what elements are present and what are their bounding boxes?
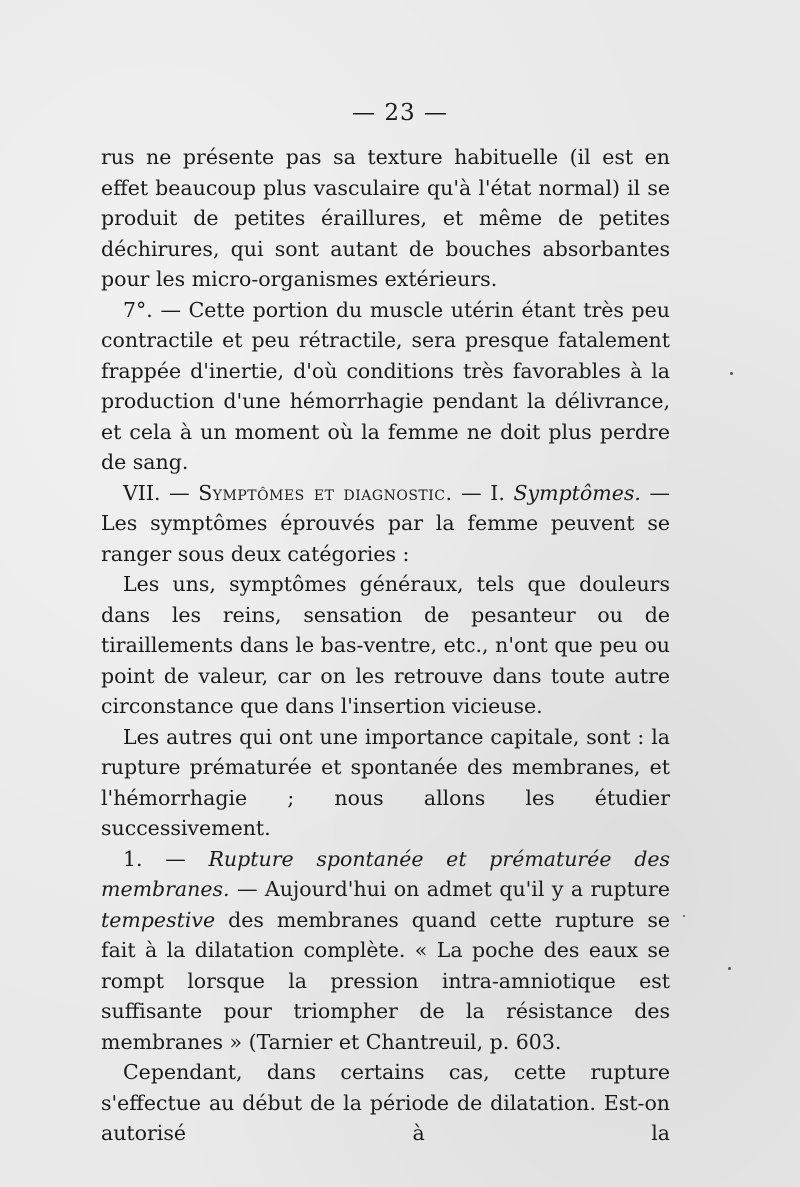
paragraph-general-symptoms: Les uns, symptômes généraux, tels que douleurs dans les reins, sensation de pesanteur ou de tiraillements dans le bas-ventre, etc., n'ont que peu ou point de valeur, car on les retrouve dans toute autre circonstance que dans l'insertion vicieuse. [101, 572, 670, 718]
paper-speck [728, 967, 731, 970]
paragraph-capital-symptoms: Les autres qui ont une importance capitale, sont : la rupture prématurée et spontanée des membranes, et l'hémorrhagie ; nous allons les étudier successivement. [101, 724, 670, 840]
paragraph-section-vii [101, 478, 670, 570]
item-number: 1. — [123, 846, 209, 871]
item-italic-term: tempestive [101, 907, 216, 932]
paper-speck [730, 372, 733, 375]
section-number: VII. — [123, 480, 199, 505]
paragraph-rupture [101, 844, 670, 1058]
paragraph-point-7: 7°. — Cette portion du muscle utérin étant très peu contractile et peu rétractile, sera presque fatalement frappée d'inertie, d'où conditions très favorables à la production d'une hémorrhagie pendant la délivrance, et cela à un moment où la femme ne doit plus perdre de sang. [101, 297, 670, 474]
item-text-part2: des membranes quand cette rupture se fait à la dilatation complète. « La poche des eaux se rompt lorsque la pression intra-amniotique est suffisante pour triompher de la résistance des membranes » (Tarnier et Chantreuil, p. 603. [101, 907, 670, 1054]
subsection-heading: Symptômes. [513, 480, 641, 505]
paragraph-cependant: Cependant, dans certains cas, cette rupture s'effectue au début de la période de dilatation. Est-on autorisé à la [101, 1060, 670, 1145]
body-text [101, 142, 670, 1149]
item-text-part1: — Aujourd'hui on admet qu'il y a rupture [229, 877, 670, 901]
section-heading: Symptômes et diagnostic. [198, 480, 453, 505]
paper-speck [683, 915, 685, 917]
paragraph-continuation: rus ne présente pas sa texture habituelle (il est en effet beaucoup plus vasculaire qu'à l'état normal) il se produit de petites éraillures, et même de petites déchirures, qui sont autant de bouches absorbantes pour les micro-organismes extérieurs. [101, 145, 670, 291]
page-number: — 23 — [352, 100, 448, 126]
subsection-number: — I. [452, 480, 514, 505]
section-text: — Les symptômes éprouvés par la femme peuvent se ranger sous deux catégories : [101, 480, 670, 566]
item-heading: Rupture spontanée et prématurée des membranes. [101, 846, 670, 901]
